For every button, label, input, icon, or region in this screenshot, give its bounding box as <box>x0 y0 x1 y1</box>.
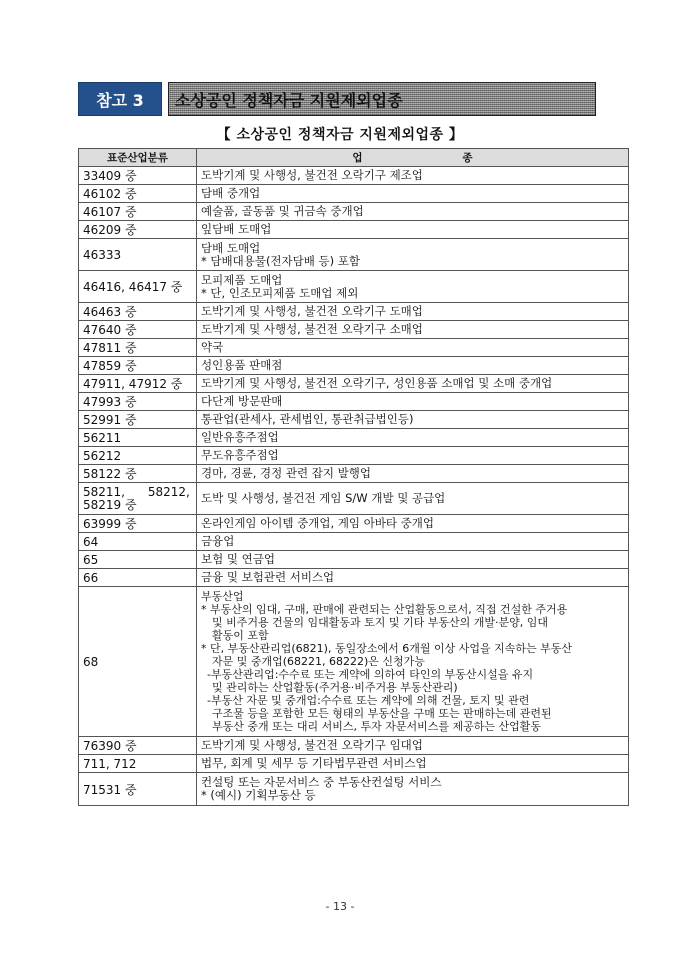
industry-description <box>197 339 629 357</box>
industry-code: 58122 중 <box>79 465 197 483</box>
table-row <box>79 185 629 203</box>
table-row <box>79 465 629 483</box>
table-row <box>79 755 629 773</box>
industry-code: 46333 <box>79 239 197 271</box>
description-line: 도박기계 및 사행성, 불건전 오락기구 제조업 <box>201 168 423 182</box>
industry-code: 47640 중 <box>79 321 197 339</box>
table-row <box>79 737 629 755</box>
industry-code: 47911, 47912 중 <box>79 375 197 393</box>
table-header-row <box>79 149 629 167</box>
industry-code-line: 58219 중 <box>83 497 137 512</box>
industry-code: 711, 712 <box>79 755 197 773</box>
description-line: 부동산업 <box>201 590 244 603</box>
table-row <box>79 221 629 239</box>
description-line: 잎담배 도매업 <box>201 222 272 236</box>
table-body <box>79 167 629 806</box>
column-header-industry-part1: 업 <box>352 152 363 164</box>
description-line: 법무, 회계 및 세무 등 기타법무관련 서비스업 <box>201 756 427 770</box>
description-line: 무도유흥주점업 <box>201 448 279 462</box>
reference-badge: 참고 3 <box>78 82 162 116</box>
industry-description <box>197 375 629 393</box>
industry-code: 47993 중 <box>79 393 197 411</box>
page-number: - 13 - <box>325 900 355 913</box>
column-header-industry-part2: 종 <box>462 152 473 164</box>
description-line: * 부동산의 임대, 구매, 판매에 관련되는 산업활동으로서, 직접 건설한 주거용 <box>201 603 568 616</box>
description-line: 도박기계 및 사행성, 불건전 오락기구 임대업 <box>201 738 423 752</box>
table-row <box>79 515 629 533</box>
description-line: 자문 및 중개업(68221, 68222)은 신청가능 <box>212 655 425 668</box>
industry-code: 46102 중 <box>79 185 197 203</box>
industry-code: 52991 중 <box>79 411 197 429</box>
description-line: 통관업(관세사, 관세법인, 통관취급법인등) <box>201 412 414 426</box>
description-line: 부동산 중개 또는 대리 서비스, 투자 자문서비스를 제공하는 산업활동 <box>212 720 541 733</box>
description-line: 도박기계 및 사행성, 불건전 오락기구 도매업 <box>201 304 423 318</box>
description-line: 모피제품 도매업 <box>201 272 283 287</box>
industry-code: 56212 <box>79 447 197 465</box>
industry-code: 46209 중 <box>79 221 197 239</box>
description-line: * (예시) 기획부동산 등 <box>201 788 316 802</box>
industry-code: 76390 중 <box>79 737 197 755</box>
industry-code: 46416, 46417 중 <box>79 271 197 303</box>
industry-description <box>197 483 629 515</box>
description-line: 도박기계 및 사행성, 불건전 오락기구, 성인용품 소매업 및 소매 중개업 <box>201 376 553 390</box>
table-row <box>79 393 629 411</box>
industry-description <box>197 533 629 551</box>
industry-description <box>197 239 629 271</box>
industry-description <box>197 515 629 533</box>
description-line: 및 비주거용 건물의 임대활동과 토지 및 기타 부동산의 개발·분양, 임대 <box>212 616 548 629</box>
description-line: 구조물 등을 포함한 모든 형태의 부동산을 구매 또는 판매하는데 관련된 <box>212 707 552 720</box>
industry-code-line: 58211, 58212, <box>83 484 190 499</box>
table-row <box>79 203 629 221</box>
industry-description <box>197 551 629 569</box>
table-row <box>79 569 629 587</box>
excluded-industries-table <box>78 148 629 806</box>
industry-description <box>197 167 629 185</box>
table-row <box>79 533 629 551</box>
table-row <box>79 551 629 569</box>
industry-code: 71531 중 <box>79 773 197 806</box>
industry-description <box>197 357 629 375</box>
section-header <box>78 82 596 116</box>
industry-code <box>79 483 197 515</box>
industry-description <box>197 411 629 429</box>
description-line: 담배 중개업 <box>201 186 261 200</box>
table-row <box>79 773 629 806</box>
description-line: * 단, 부동산관리업(6821), 동일장소에서 6개월 이상 사업을 지속하는 부동산 <box>201 642 572 655</box>
description-line: 약국 <box>201 340 224 354</box>
table-row <box>79 429 629 447</box>
description-line: 경마, 경륜, 경정 관련 잡지 발행업 <box>201 466 372 480</box>
industry-code: 63999 중 <box>79 515 197 533</box>
description-line: 성인용품 판매점 <box>201 358 283 372</box>
industry-description <box>197 773 629 806</box>
description-line: * 단, 인조모피제품 도매업 제외 <box>201 285 359 300</box>
industry-description <box>197 755 629 773</box>
table-row <box>79 271 629 303</box>
description-line: 담배 도매업 <box>201 240 261 255</box>
industry-description <box>197 429 629 447</box>
description-line: 다단계 방문판매 <box>201 394 283 408</box>
industry-description <box>197 465 629 483</box>
table-row <box>79 239 629 271</box>
industry-code: 33409 중 <box>79 167 197 185</box>
description-line: 도박 및 사행성, 불건전 게임 S/W 개발 및 공급업 <box>201 491 446 505</box>
document-title: 【 소상공인 정책자금 지원제외업종 】 <box>216 127 464 143</box>
table-row <box>79 483 629 515</box>
industry-code: 46463 중 <box>79 303 197 321</box>
industry-description <box>197 221 629 239</box>
industry-description <box>197 203 629 221</box>
column-header-code: 표준산업분류 <box>79 149 197 167</box>
industry-code: 56211 <box>79 429 197 447</box>
description-line: 보험 및 연금업 <box>201 552 275 566</box>
table-row <box>79 167 629 185</box>
industry-code: 47859 중 <box>79 357 197 375</box>
industry-code: 65 <box>79 551 197 569</box>
industry-code: 47811 중 <box>79 339 197 357</box>
industry-code: 66 <box>79 569 197 587</box>
industry-code: 46107 중 <box>79 203 197 221</box>
industry-description <box>197 587 629 737</box>
industry-description <box>197 303 629 321</box>
table-row <box>79 339 629 357</box>
industry-description <box>197 447 629 465</box>
description-line: 온라인게임 아이템 중개업, 게임 아바타 중개업 <box>201 516 435 530</box>
description-line: * 담배대용물(전자담배 등) 포함 <box>201 253 360 268</box>
table-row <box>79 587 629 737</box>
description-line: 금융 및 보험관련 서비스업 <box>201 570 335 584</box>
industry-description <box>197 393 629 411</box>
industry-description <box>197 569 629 587</box>
industry-description <box>197 321 629 339</box>
table-row <box>79 321 629 339</box>
table-row <box>79 375 629 393</box>
description-line: 금융업 <box>201 534 235 548</box>
description-line: 컨설팅 또는 자문서비스 중 부동산컨설팅 서비스 <box>201 775 442 789</box>
industry-description <box>197 737 629 755</box>
description-line: 도박기계 및 사행성, 불건전 오락기구 소매업 <box>201 322 423 336</box>
description-line: 예술품, 골동품 및 귀금속 중개업 <box>201 204 364 218</box>
industry-code: 64 <box>79 533 197 551</box>
table-row <box>79 357 629 375</box>
description-line: 활동이 포함 <box>212 629 269 642</box>
description-line: -부동산관리업:수수료 또는 계약에 의하여 타인의 부동산시설을 유지 <box>207 668 534 681</box>
description-line: -부동산 자문 및 중개업:수수료 또는 계약에 의해 건물, 토지 및 관련 <box>207 694 530 707</box>
column-header-industry <box>197 149 629 167</box>
industry-description <box>197 185 629 203</box>
description-line: 일반유흥주점업 <box>201 430 279 444</box>
table-row <box>79 411 629 429</box>
section-title: 소상공인 정책자금 지원제외업종 <box>168 82 596 116</box>
description-line: 및 관리하는 산업활동(주거용·비주거용 부동산관리) <box>212 681 458 694</box>
industry-description <box>197 271 629 303</box>
table-row <box>79 303 629 321</box>
table-row <box>79 447 629 465</box>
industry-code: 68 <box>79 587 197 737</box>
